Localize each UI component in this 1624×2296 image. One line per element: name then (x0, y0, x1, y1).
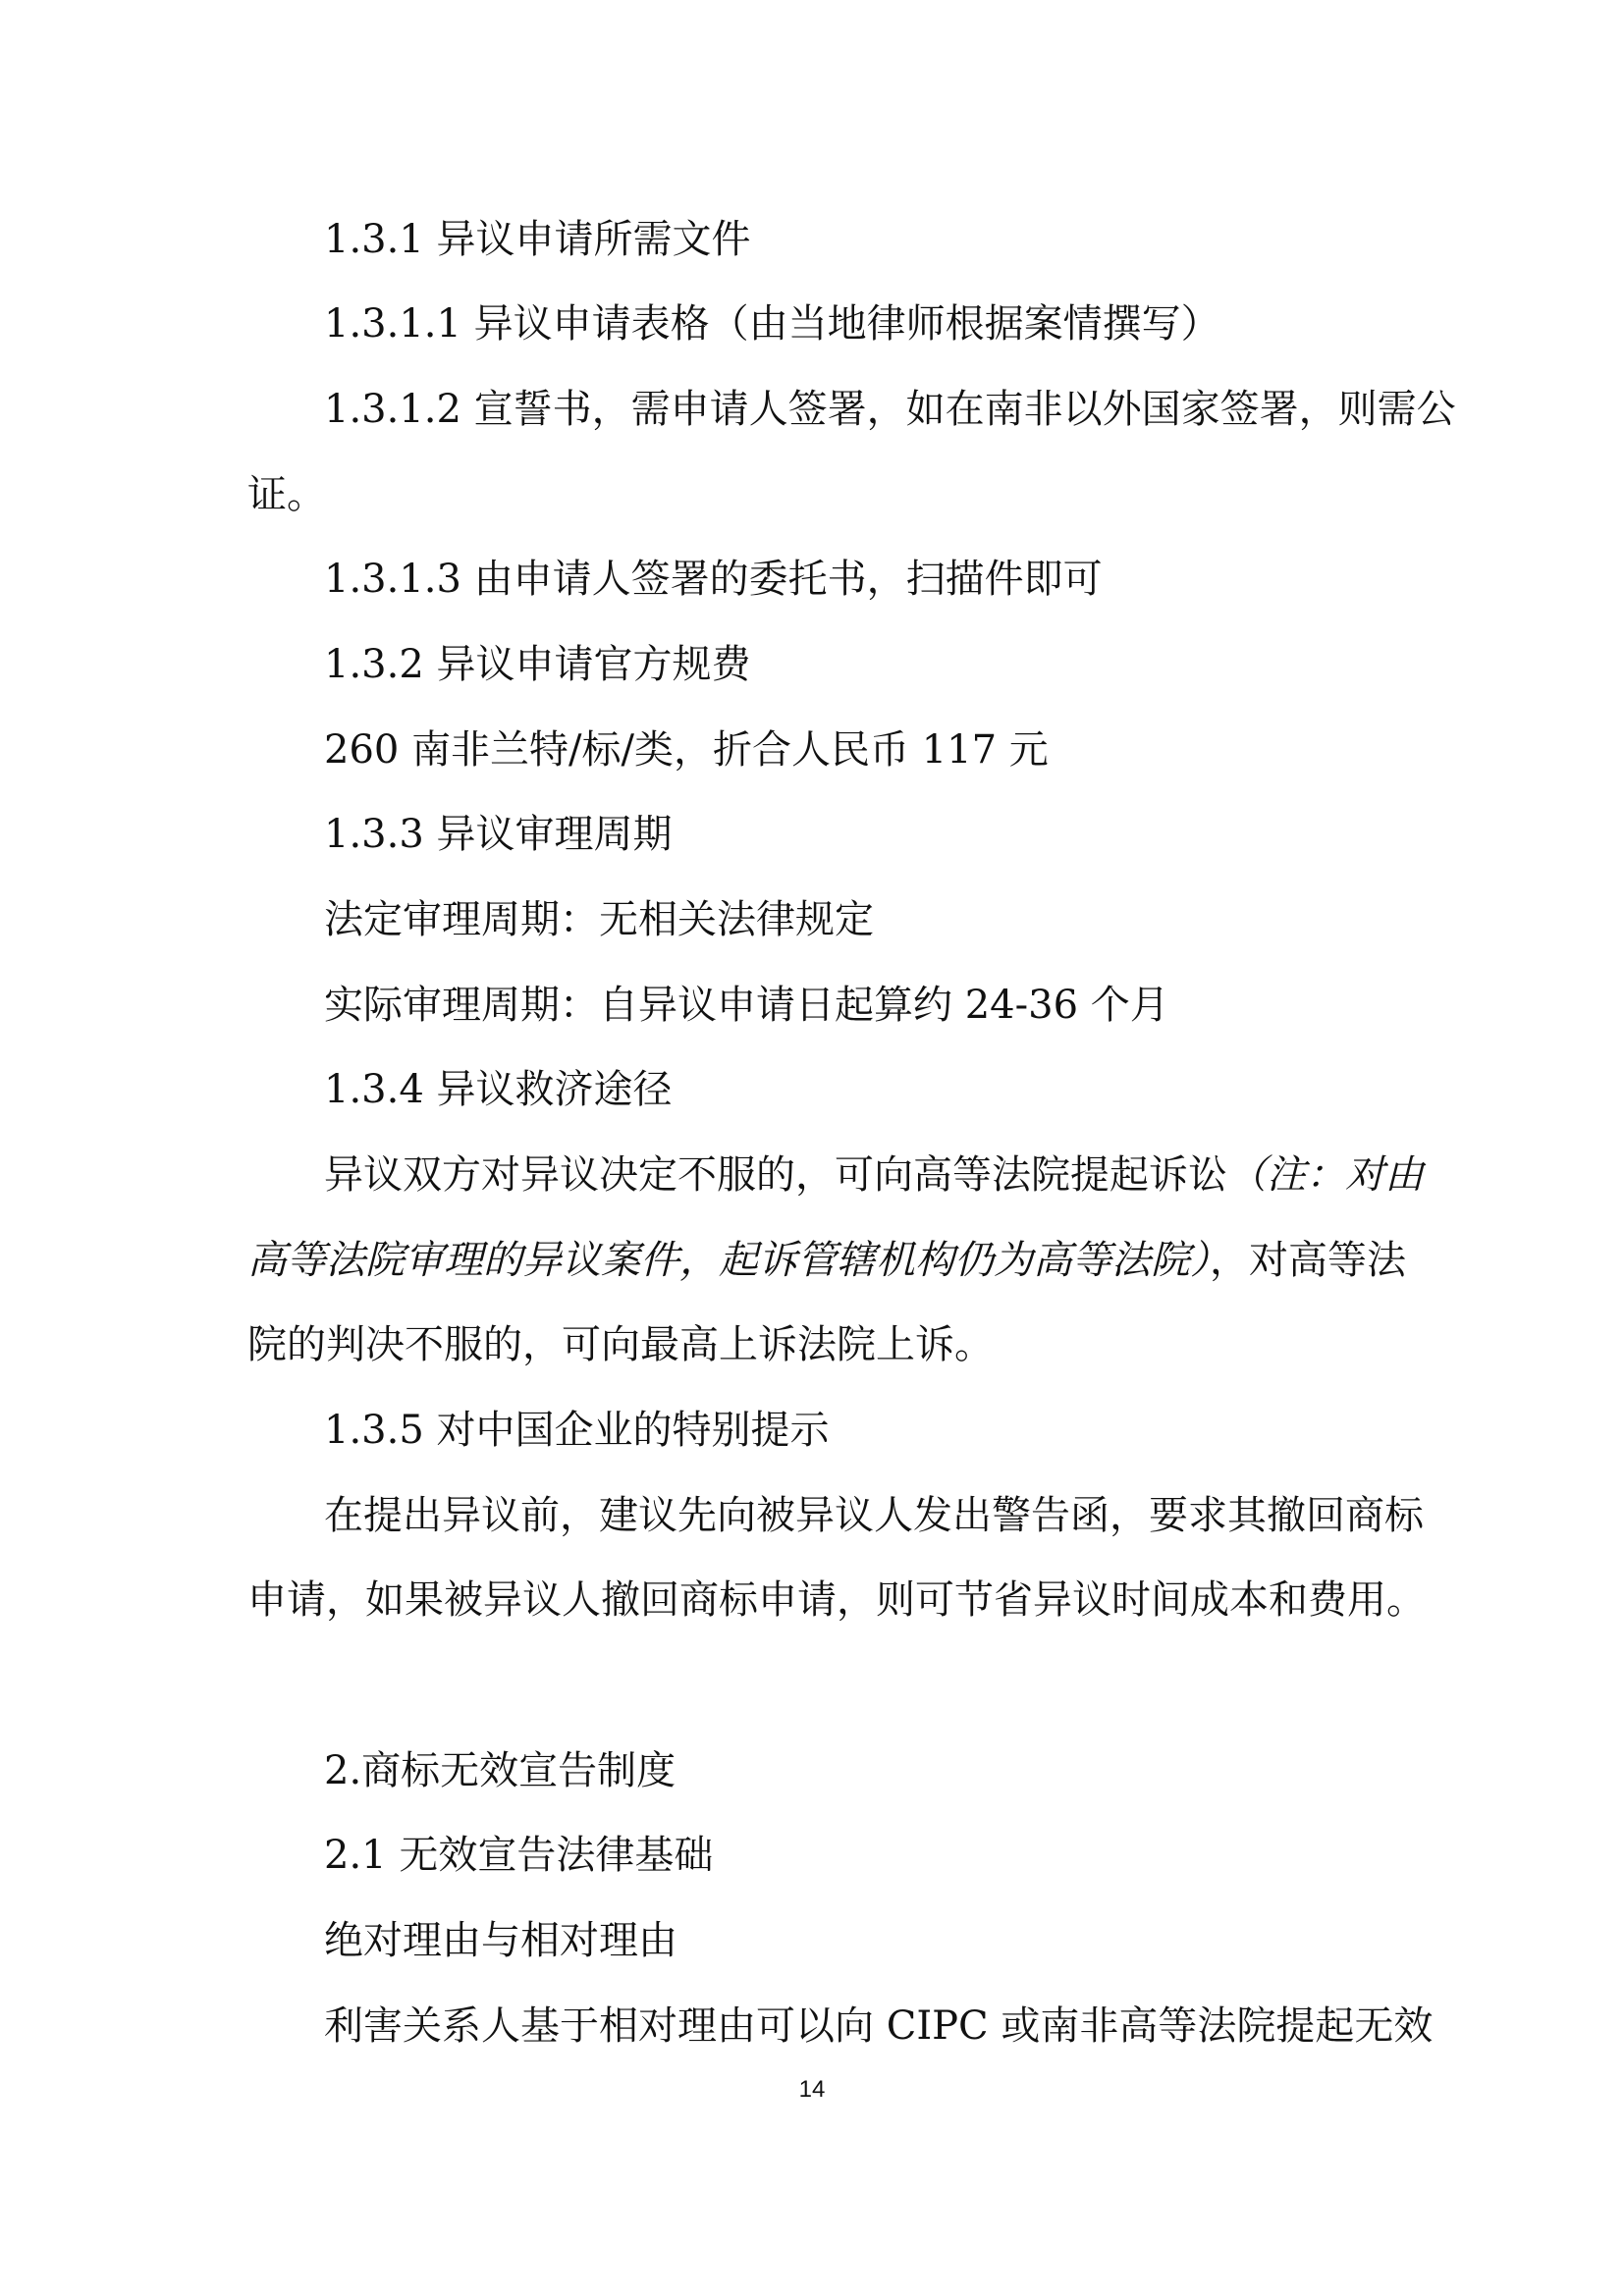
heading-1-3-2: 1.3.2 异议申请官方规费 (324, 642, 751, 687)
heading-1-3-3: 1.3.3 异议审理周期 (324, 812, 673, 857)
remedy-text-continued: ，对高等法 (1210, 1238, 1406, 1283)
item-1-3-1-2-continued: 证。 (247, 472, 326, 517)
item-1-3-1-3: 1.3.1.3 由申请人签署的委托书，扫描件即可 (324, 557, 1103, 602)
remedy-paragraph-line-3: 院的判决不服的，可向最高上诉法院上诉。 (247, 1322, 994, 1367)
remedy-note-end: 高等法院审理的异议案件，起诉管辖机构仍为高等法院） (247, 1238, 1210, 1283)
remedy-paragraph-line-1 (324, 1151, 1424, 1199)
statutory-period: 法定审理周期：无相关法律规定 (324, 897, 874, 942)
tip-paragraph-line-2: 申请，如果被异议人撤回商标申请，则可节省异议时间成本和费用。 (247, 1577, 1426, 1623)
heading-2-1: 2.1 无效宣告法律基础 (324, 1833, 714, 1878)
grounds-text: 绝对理由与相对理由 (324, 1918, 677, 1963)
heading-2: 2.商标无效宣告制度 (324, 1748, 677, 1793)
item-1-3-1-2: 1.3.1.2 宣誓书，需申请人签署，如在南非以外国家签署，则需公 (324, 387, 1456, 432)
fee-text: 260 南非兰特/标/类，折合人民币 117 元 (324, 727, 1049, 773)
actual-period: 实际审理周期：自异议申请日起算约 24-36 个月 (324, 983, 1169, 1028)
heading-1-3-1: 1.3.1 异议申请所需文件 (324, 217, 751, 262)
remedy-text: 异议双方对异议决定不服的，可向高等法院提起诉讼 (324, 1152, 1227, 1198)
tip-paragraph-line-1: 在提出异议前，建议先向被异议人发出警告函，要求其撤回商标 (324, 1493, 1424, 1538)
heading-1-3-5: 1.3.5 对中国企业的特别提示 (324, 1408, 830, 1453)
remedy-paragraph-line-2 (247, 1237, 1406, 1284)
page-number: 14 (798, 2076, 826, 2103)
heading-1-3-4: 1.3.4 异议救济途径 (324, 1067, 673, 1112)
invalidation-paragraph-line-1: 利害关系人基于相对理由可以向 CIPC 或南非高等法院提起无效 (324, 2003, 1434, 2049)
remedy-note-start: （注：对由 (1227, 1152, 1424, 1198)
item-1-3-1-1: 1.3.1.1 异议申请表格（由当地律师根据案情撰写） (324, 301, 1220, 347)
